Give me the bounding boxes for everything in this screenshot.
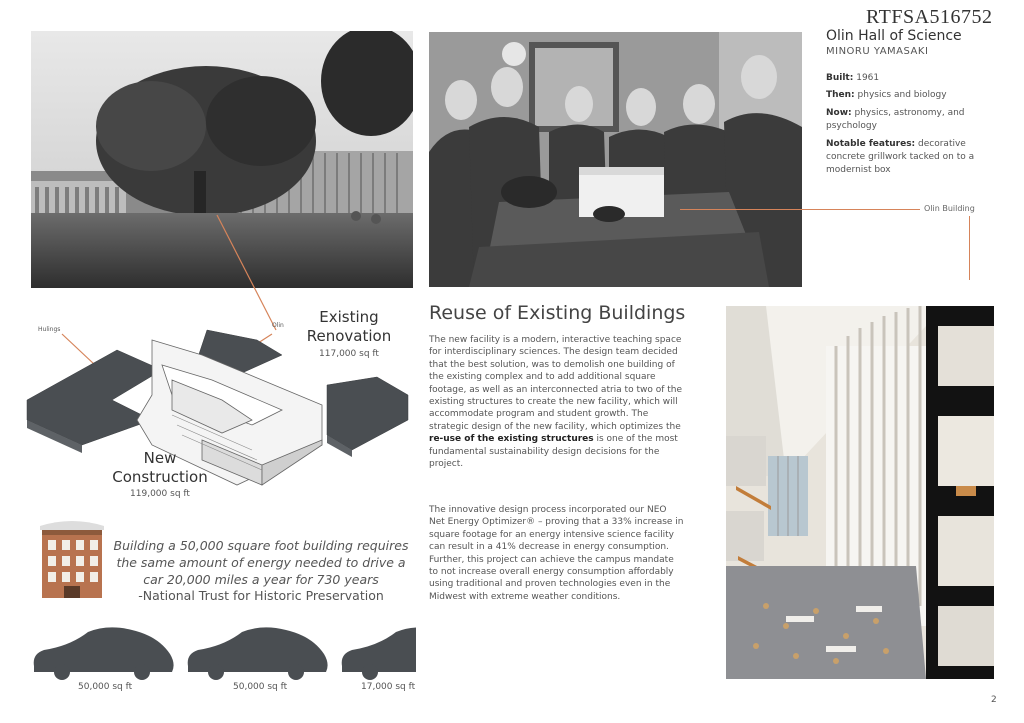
article-paragraph-1: [429, 334, 684, 470]
paragraph-1-bold: re-use of the existing structures: [429, 434, 594, 445]
page-number: 2: [991, 695, 997, 705]
fact-notable-label: Notable features:: [826, 139, 916, 149]
fact-now-label: Now:: [826, 108, 852, 118]
fact-notable-value: decorative concrete grillwork tacked on to a modernist box: [826, 139, 975, 175]
car-label-1: 50,000 sq ft: [78, 682, 133, 692]
energy-quote: Building a 50,000 square foot building requires the same amount of energy needed to drive a car 20,000 miles a year for 730 years: [113, 538, 409, 587]
quote-source: -National Trust for Historic Preservation: [138, 588, 384, 603]
fact-then-label: Then:: [826, 90, 855, 100]
fact-now-value: physics, astronomy, and psychology: [826, 108, 965, 131]
building-title: Olin Hall of Science: [826, 28, 962, 44]
fact-then-value: physics and biology: [857, 90, 947, 100]
architect-name: MINORU YAMASAKI: [826, 46, 929, 57]
new-construction-title: New Construction: [112, 449, 208, 486]
car-icon-1: [30, 626, 176, 680]
document-code: RTFSA516752: [866, 6, 993, 28]
hulings-label: Hulings: [38, 326, 61, 333]
car-icon-3: [338, 626, 416, 680]
olin-diagram-label: Olin: [272, 322, 284, 329]
olin-building-label: Olin Building: [924, 204, 975, 213]
existing-renovation-title: Existing Renovation: [306, 308, 392, 345]
paragraph-1-after: is one of the most fundamental sustainability design decisions for the project.: [429, 434, 678, 470]
car-label-2: 50,000 sq ft: [233, 682, 288, 692]
article-paragraph-2: The innovative design process incorporated our NEO Net Energy Optimizer® – proving that a 33% increase in square footage for an energy intensive science facility can result in a 41% decrease in energy consumption. Further, this project can achieve the campus mandate to not increase overall energy consumption affordably using traditional and proven technologies even in the Midwest with extreme weather conditions.: [429, 505, 684, 602]
new-construction-sqft: 119,000 sq ft: [130, 489, 190, 499]
paragraph-1-before: The new facility is a modern, interactive teaching space for interdisciplinary sciences. The design team decided that the best solution, was to demolish one building of the existing complex and to add additional square footage, as well as an interconnected atria to two of the existing structures to create the new facility, which will accommodate program and student growth. The strategic design of the new facility, which optimizes the: [429, 335, 683, 432]
fact-built-value: 1961: [856, 73, 880, 83]
atrium-render: [726, 306, 994, 679]
section-title: Reuse of Existing Buildings: [429, 302, 686, 324]
historic-building-icon: [34, 514, 110, 602]
car-label-3: 17,000 sq ft: [361, 682, 416, 692]
car-icon-2: [184, 626, 330, 680]
fact-built-label: Built:: [826, 73, 854, 83]
existing-renovation-sqft: 117,000 sq ft: [319, 349, 379, 359]
